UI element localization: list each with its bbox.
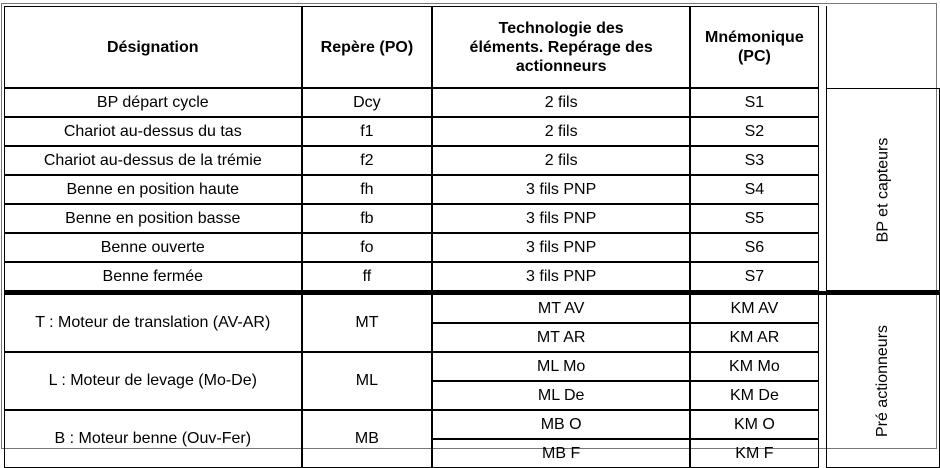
sensor-mnemo: S1 xyxy=(690,88,819,117)
sensor-designation: Benne fermée xyxy=(4,262,302,291)
spacer xyxy=(819,88,826,291)
io-assignment-table xyxy=(4,6,940,468)
group-label-capteurs: BP et capteurs xyxy=(873,137,891,242)
header-row xyxy=(4,6,940,88)
header-technologie-text: Technologie des éléments. Repérage des actionneurs xyxy=(469,19,653,75)
actuator-mnemo: KM O xyxy=(690,410,819,439)
sensor-mnemo: S2 xyxy=(690,117,819,146)
sensor-mnemo: S3 xyxy=(690,146,819,175)
actuator-row xyxy=(4,291,940,323)
sensor-repere: fh xyxy=(302,175,433,204)
actuator-repere: MB xyxy=(302,410,433,468)
sensor-repere: f2 xyxy=(302,146,433,175)
actuator-techno: ML Mo xyxy=(432,352,690,381)
sensor-designation: Chariot au-dessus de la trémie xyxy=(4,146,302,175)
header-technologie xyxy=(432,6,690,88)
group-label-preactionneurs-cell xyxy=(826,291,940,468)
sensor-designation: Chariot au-dessus du tas xyxy=(4,117,302,146)
sensor-techno: 3 fils PNP xyxy=(432,175,690,204)
actuator-row xyxy=(4,410,940,439)
actuator-row xyxy=(4,352,940,381)
sensor-repere: Dcy xyxy=(302,88,433,117)
sensor-designation: Benne ouverte xyxy=(4,233,302,262)
sensor-mnemo: S6 xyxy=(690,233,819,262)
sensor-designation: Benne en position basse xyxy=(4,204,302,233)
sensor-row xyxy=(4,175,940,204)
actuator-designation: L : Moteur de levage (Mo-De) xyxy=(4,352,302,410)
sensor-row xyxy=(4,88,940,117)
actuator-mnemo: KM De xyxy=(690,381,819,410)
sensor-techno: 3 fils PNP xyxy=(432,262,690,291)
sensor-row xyxy=(4,117,940,146)
actuator-mnemo: KM Mo xyxy=(690,352,819,381)
actuator-mnemo: KM F xyxy=(690,439,819,468)
actuator-techno: MB F xyxy=(432,439,690,468)
sensor-designation: BP départ cycle xyxy=(4,88,302,117)
sensor-techno: 2 fils xyxy=(432,117,690,146)
sensor-repere: f1 xyxy=(302,117,433,146)
group-label-preactionneurs: Pré actionneurs xyxy=(873,324,891,438)
header-mnemonique-text: Mnémonique (PC) xyxy=(705,29,804,65)
actuator-techno: ML De xyxy=(432,381,690,410)
sensor-mnemo: S7 xyxy=(690,262,819,291)
sensor-row xyxy=(4,146,940,175)
group-label-capteurs-cell xyxy=(826,88,940,291)
actuator-repere: ML xyxy=(302,352,433,410)
actuator-designation: T : Moteur de translation (AV-AR) xyxy=(4,291,302,352)
sensor-repere: fo xyxy=(302,233,433,262)
header-blank xyxy=(826,6,940,88)
sensor-techno: 2 fils xyxy=(432,88,690,117)
io-table-container xyxy=(4,6,940,468)
sensor-mnemo: S5 xyxy=(690,204,819,233)
sensor-techno: 3 fils PNP xyxy=(432,233,690,262)
actuator-designation: B : Moteur benne (Ouv-Fer) xyxy=(4,410,302,468)
actuator-techno: MT AR xyxy=(432,323,690,352)
sensor-mnemo: S4 xyxy=(690,175,819,204)
header-repere: Repère (PO) xyxy=(302,6,433,88)
sensor-row xyxy=(4,233,940,262)
actuator-techno: MT AV xyxy=(432,291,690,323)
sensor-row xyxy=(4,262,940,291)
sensor-row xyxy=(4,204,940,233)
sensor-repere: fb xyxy=(302,204,433,233)
header-designation: Désignation xyxy=(4,6,302,88)
sensor-techno: 2 fils xyxy=(432,146,690,175)
sensor-repere: ff xyxy=(302,262,433,291)
header-mnemonique xyxy=(690,6,819,88)
spacer xyxy=(819,6,826,88)
sensor-techno: 3 fils PNP xyxy=(432,204,690,233)
actuator-mnemo: KM AR xyxy=(690,323,819,352)
spacer xyxy=(819,291,826,468)
actuator-techno: MB O xyxy=(432,410,690,439)
actuator-mnemo: KM AV xyxy=(690,291,819,323)
sensor-designation: Benne en position haute xyxy=(4,175,302,204)
actuator-repere: MT xyxy=(302,291,433,352)
